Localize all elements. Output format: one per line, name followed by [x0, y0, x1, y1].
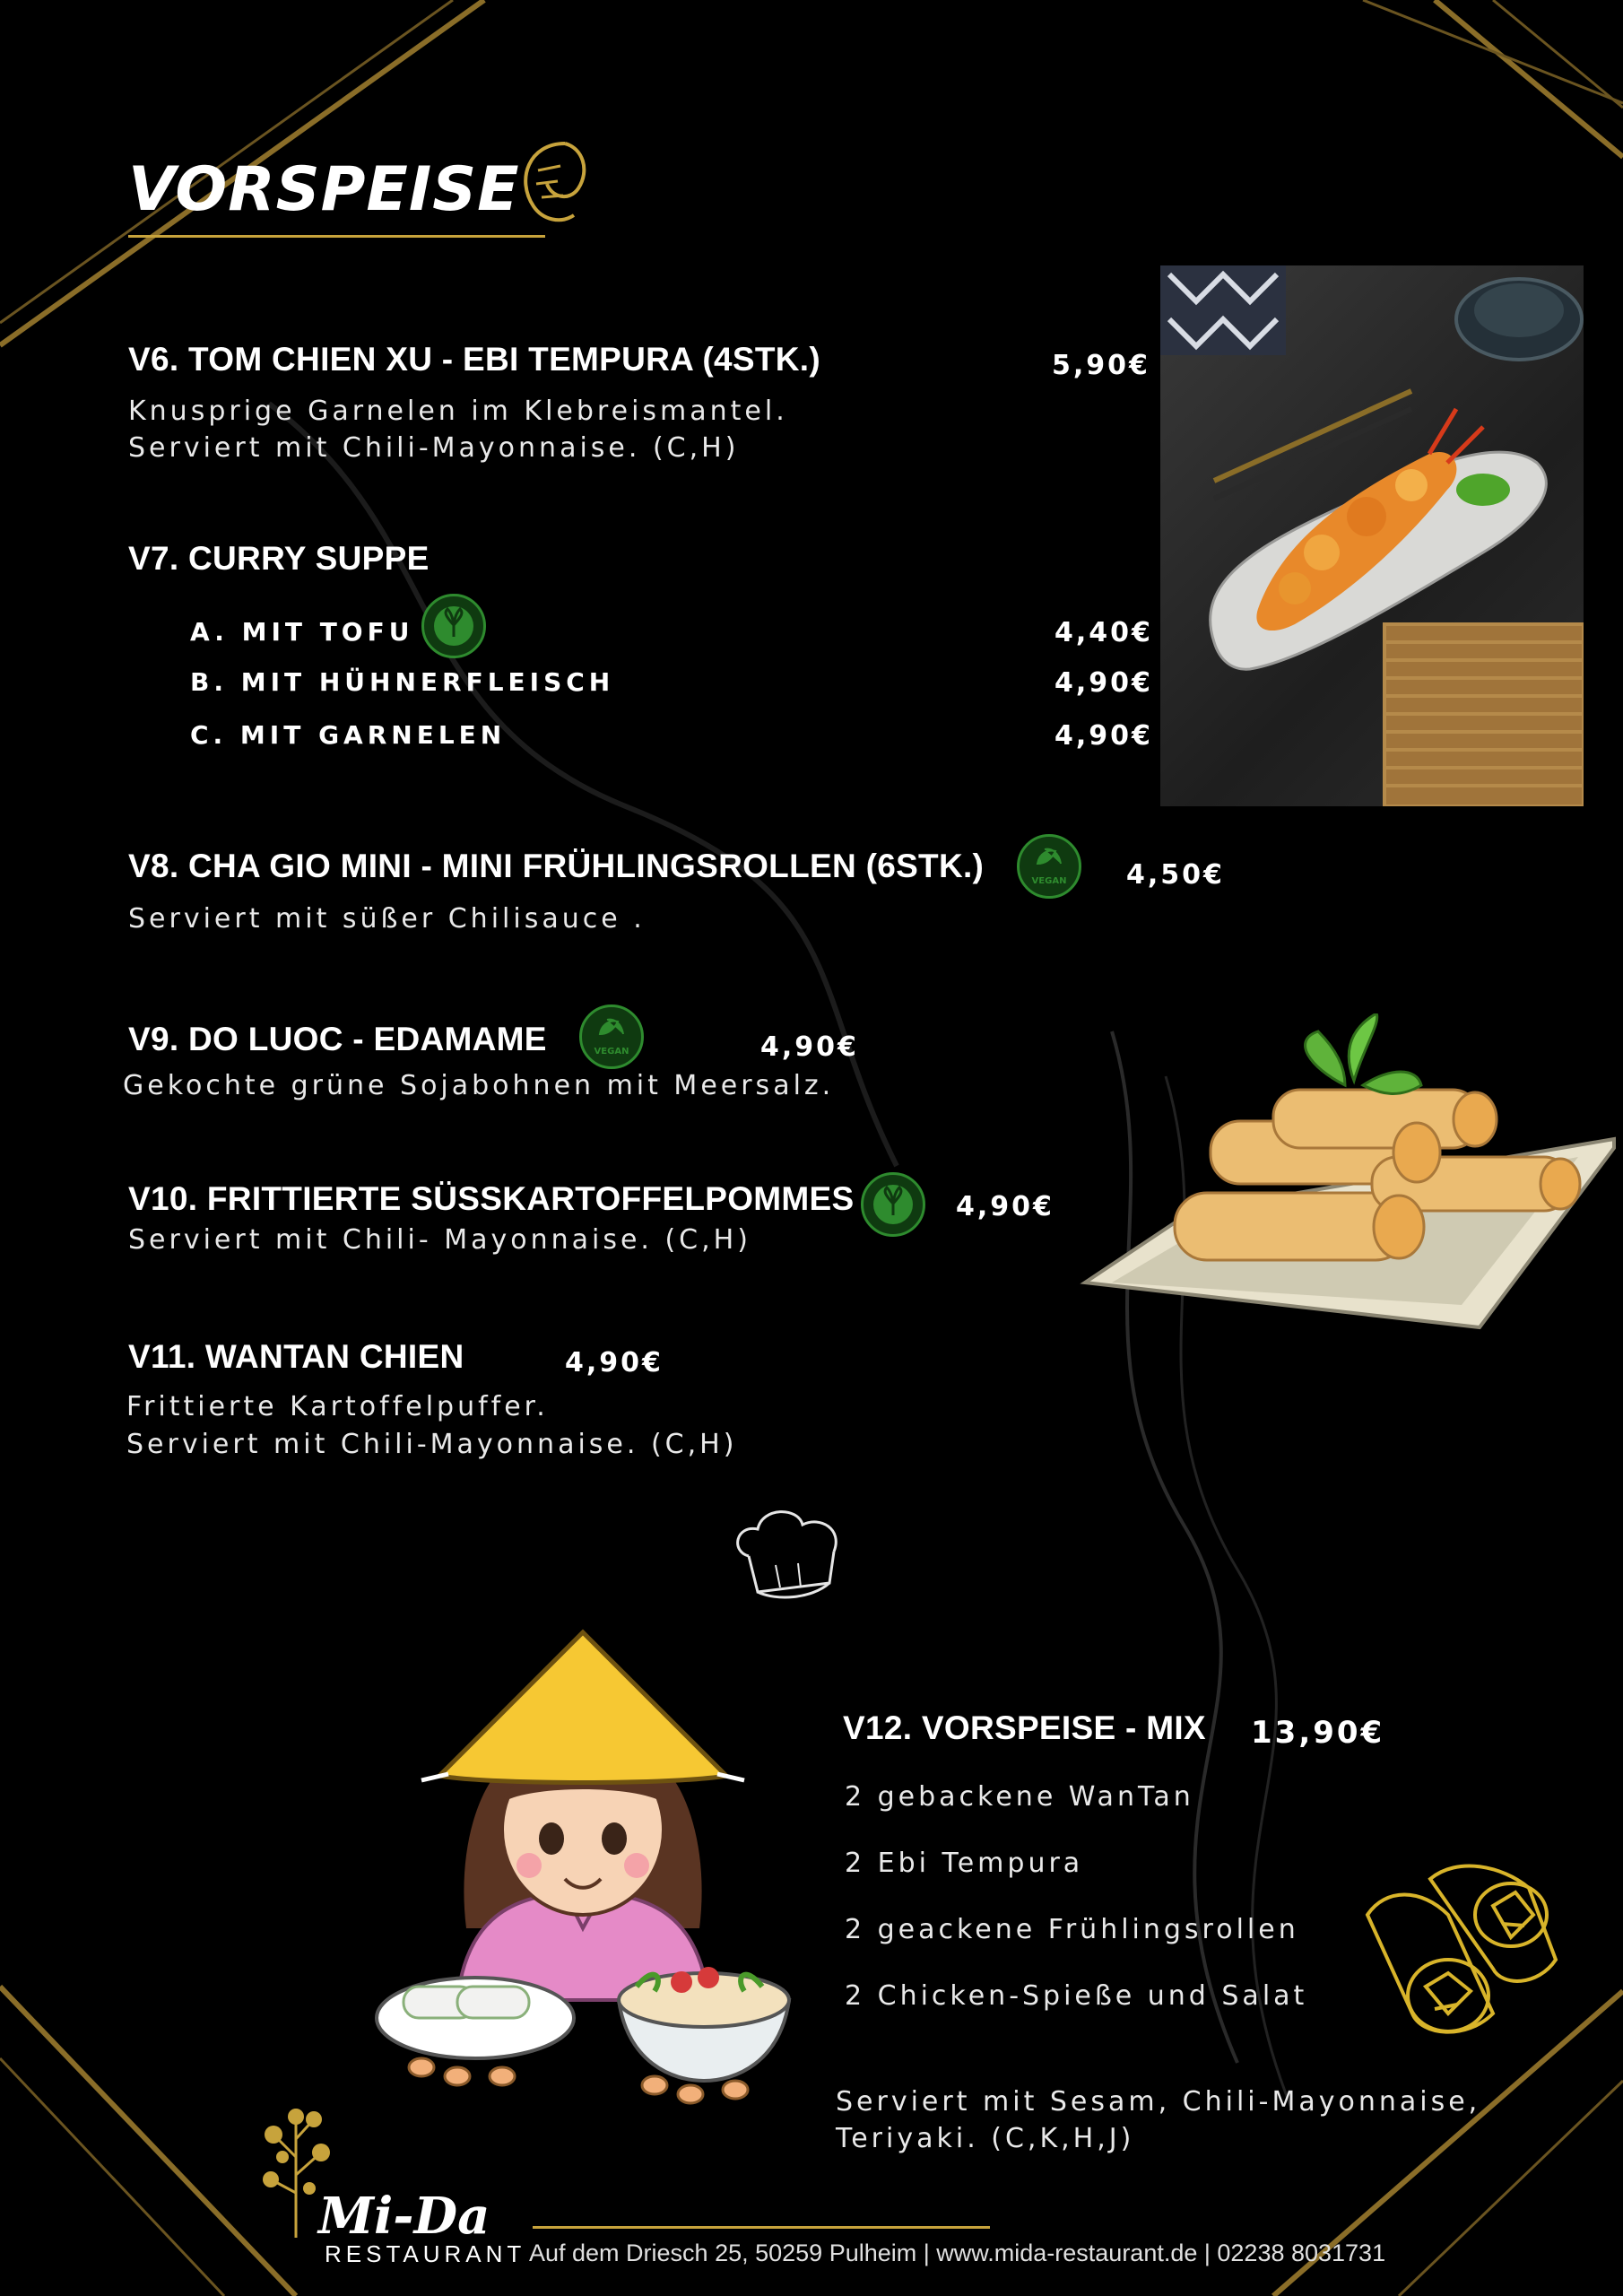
dish-v8-desc1: Serviert mit süßer Chilisauce . [128, 903, 646, 935]
brand-logo: Mi-Da [318, 2187, 490, 2246]
svg-text:VEGAN: VEGAN [1031, 876, 1067, 886]
vegetarian-badge-icon [861, 1172, 925, 1237]
footer-divider [533, 2226, 990, 2229]
dish-v11-desc2: Serviert mit Chili-Mayonnaise. (C,H) [126, 1429, 738, 1460]
dish-v9-price: 4,90€ [760, 1031, 859, 1063]
dish-v11-name: V11. WANTAN CHIEN [128, 1338, 464, 1375]
dish-v7-option-a-price: 4,40€ [1055, 617, 1153, 648]
dish-v9-name: V9. DO LUOC - EDAMAME [128, 1021, 547, 1057]
vegan-badge-icon [579, 1004, 644, 1069]
dish-v7-option-c: C. MIT GARNELEN [190, 720, 507, 750]
dish-v12-line: 2 geackene Frühlingsrollen [845, 1914, 1299, 1945]
dish-v8-name: V8. CHA GIO MINI - MINI FRÜHLINGSROLLEN (6STK.) [128, 848, 985, 884]
shrimp-icon [511, 135, 592, 233]
ebi-tempura-photo [1160, 265, 1584, 806]
dish-v10-desc1: Serviert mit Chili- Mayonnaise. (C,H) [128, 1224, 751, 1256]
page-title: VORSPEISE [128, 154, 520, 225]
dish-v12-line: 2 Ebi Tempura [845, 1848, 1084, 1879]
title-underline [128, 235, 545, 238]
footer-address: Auf dem Driesch 25, 50259 Pulheim | www.mida-restaurant.de | 02238 8031731 [529, 2239, 1386, 2266]
dish-v6-name: V6. TOM CHIEN XU - EBI TEMPURA (4STK.) [128, 341, 821, 378]
dish-v12-name: V12. VORSPEISE - MIX [843, 1709, 1206, 1746]
svg-text:VEGAN: VEGAN [594, 1047, 629, 1057]
dish-v11-price: 4,90€ [565, 1347, 664, 1378]
vietnamese-girl-mascot-illustration [368, 1623, 798, 2108]
dish-v12-line: 2 gebackene WanTan [845, 1781, 1194, 1813]
dish-v10-name: V10. FRITTIERTE SÜSSKARTOFFELPOMMES [128, 1180, 855, 1217]
spring-rolls-illustration [1076, 1013, 1623, 1345]
dish-v7-option-b: B. MIT HÜHNERFLEISCH [190, 667, 615, 697]
dish-v7-option-a: A. MIT TOFU [190, 617, 414, 647]
dish-v11-desc1: Frittierte Kartoffelpuffer. [126, 1391, 549, 1422]
spring-roll-outline-icon [1350, 1861, 1565, 2040]
dish-v12-price: 13,90€ [1251, 1715, 1385, 1751]
dish-v7-option-b-price: 4,90€ [1055, 667, 1153, 699]
dish-v12-line: 2 Chicken-Spieße und Salat [845, 1980, 1308, 2012]
vegetarian-badge-icon [421, 594, 486, 658]
chef-hat-icon [722, 1502, 865, 1619]
dish-v7-name: V7. CURRY SUPPE [128, 540, 430, 577]
brand-subtitle: RESTAURANT [325, 2240, 526, 2267]
dish-v9-desc1: Gekochte grüne Sojabohnen mit Meersalz. [123, 1070, 835, 1101]
vegan-badge-icon [1017, 834, 1081, 899]
dish-v12-served2: Teriyaki. (C,K,H,J) [836, 2123, 1135, 2154]
dish-v6-price: 5,90€ [1052, 350, 1150, 381]
dish-v8-price: 4,50€ [1126, 859, 1225, 891]
dish-v6-desc2: Serviert mit Chili-Mayonnaise. (C,H) [128, 432, 740, 464]
dish-v6-desc1: Knusprige Garnelen im Klebreismantel. [128, 396, 788, 427]
dish-v12-served1: Serviert mit Sesam, Chili-Mayonnaise, [836, 2086, 1481, 2118]
dish-v10-price: 4,90€ [956, 1191, 1055, 1222]
dish-v7-option-c-price: 4,90€ [1055, 720, 1153, 752]
